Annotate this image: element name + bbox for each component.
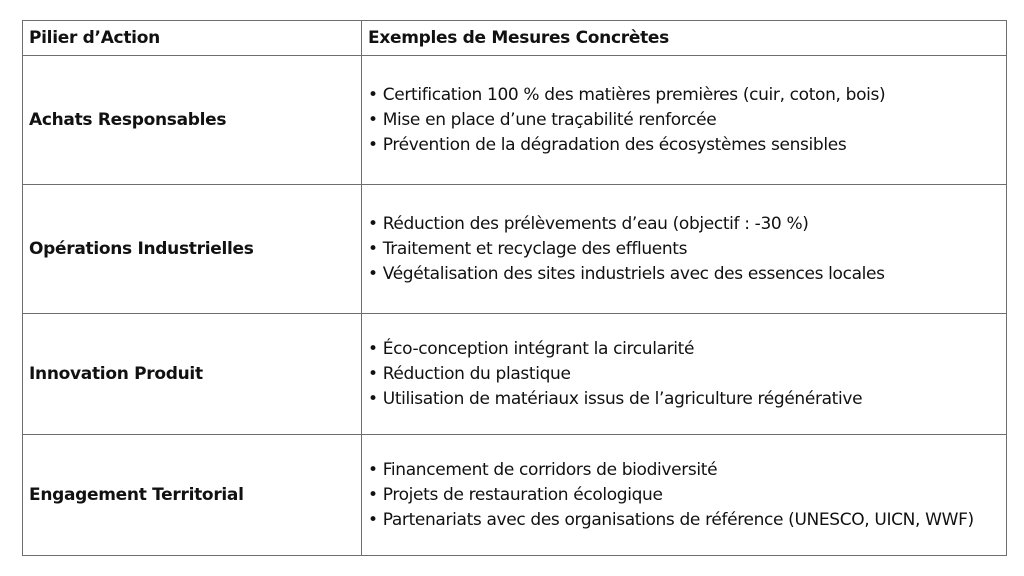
measures-cell xyxy=(362,185,1007,314)
pillar-cell: Opérations Industrielles xyxy=(23,185,362,314)
measure-item: • Réduction du plastique xyxy=(368,363,571,384)
table-row xyxy=(23,56,1007,185)
pillar-cell: Innovation Produit xyxy=(23,314,362,435)
table-row xyxy=(23,185,1007,314)
pillar-cell: Achats Responsables xyxy=(23,56,362,185)
measure-item: • Prévention de la dégradation des écosystèmes sensibles xyxy=(368,134,847,155)
measure-item: • Mise en place d’une traçabilité renforcée xyxy=(368,109,717,130)
header-pillar: Pilier d’Action xyxy=(23,21,362,56)
table-row xyxy=(23,314,1007,435)
action-pillars-table xyxy=(22,20,1007,556)
measure-item: • Financement de corridors de biodiversité xyxy=(368,459,718,480)
measures-cell xyxy=(362,435,1007,556)
measures-cell xyxy=(362,56,1007,185)
measure-item: • Réduction des prélèvements d’eau (objectif : -30 %) xyxy=(368,213,809,234)
table-header-row xyxy=(23,21,1007,56)
pillar-cell: Engagement Territorial xyxy=(23,435,362,556)
table-row xyxy=(23,435,1007,556)
header-measures: Exemples de Mesures Concrètes xyxy=(362,21,1007,56)
measure-item: • Traitement et recyclage des effluents xyxy=(368,238,688,259)
measure-item: • Utilisation de matériaux issus de l’agriculture régénérative xyxy=(368,388,863,409)
measure-item: • Éco-conception intégrant la circularité xyxy=(368,338,695,359)
measure-item: • Certification 100 % des matières premières (cuir, coton, bois) xyxy=(368,84,886,105)
measures-cell xyxy=(362,314,1007,435)
measure-item: • Projets de restauration écologique xyxy=(368,484,663,505)
measure-item: • Partenariats avec des organisations de référence (UNESCO, UICN, WWF) xyxy=(368,509,974,530)
measure-item: • Végétalisation des sites industriels avec des essences locales xyxy=(368,263,885,284)
